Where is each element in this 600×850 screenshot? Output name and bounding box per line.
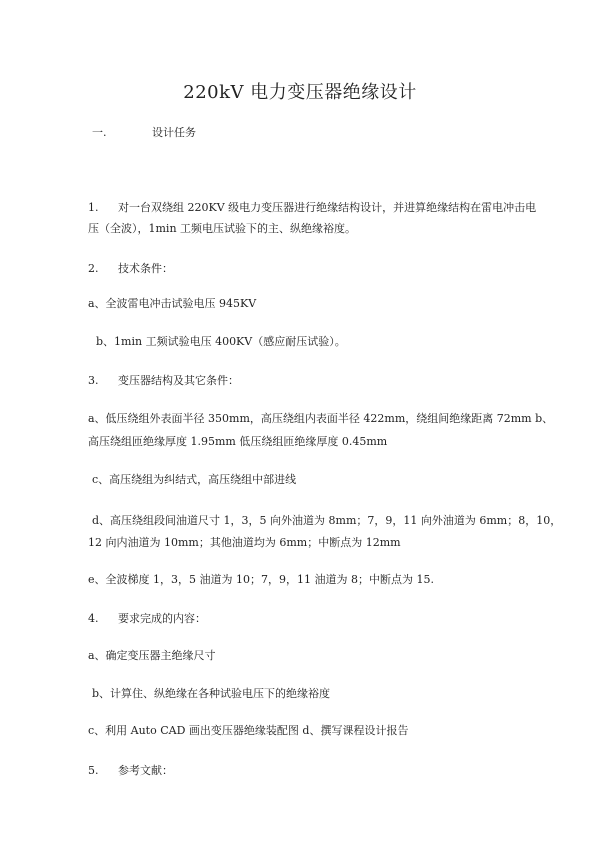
task-b: b、计算住、纵绝缘在各种试验电压下的绝缘裕度: [92, 687, 331, 700]
paragraph-4-title: 要求完成的内容：: [118, 612, 206, 625]
paragraph-2-number: 2.: [88, 262, 99, 275]
paragraph-4-heading: [88, 612, 206, 626]
task-a: a、确定变压器主绝缘尺寸: [88, 649, 216, 662]
paragraph-5-heading: [88, 764, 173, 778]
paragraph-1-line-1: [88, 201, 536, 215]
structure-d-line-2: 12 向内油道为 10mm；其他油道均为 6mm；中断点为 12mm: [88, 536, 401, 549]
paragraph-5-title: 参考文献：: [118, 764, 173, 777]
section-number: 一.: [92, 126, 107, 139]
section-title: 设计任务: [152, 126, 196, 139]
condition-b: b、1min 工频试验电压 400KV（感应耐压试验）。: [96, 335, 346, 348]
paragraph-5-number: 5.: [88, 764, 99, 777]
paragraph-2-heading: [88, 262, 173, 276]
paragraph-4-number: 4.: [88, 612, 99, 625]
paragraph-3-title: 变压器结构及其它条件：: [118, 374, 239, 387]
condition-a: a、全波雷电冲击试验电压 945KV: [88, 297, 257, 310]
task-c: c、利用 Auto CAD 画出变压器绝缘装配图 d、撰写课程设计报告: [88, 724, 409, 737]
structure-a-line-2: 高压绕组匝绝缘厚度 1.95mm 低压绕组匝绝缘厚度 0.45mm: [88, 435, 388, 448]
paragraph-1-line-2: 压（全波），1min 工频电压试验下的主、纵绝缘裕度。: [88, 222, 357, 235]
structure-e: e、全波梯度 1，3，5 油道为 10；7，9，11 油道为 8；中断点为 15.: [88, 573, 434, 586]
structure-a-line-1: a、低压绕组外表面半径 350mm，高压绕组内表面半径 422mm，绕组间绝缘距离 72mm b、: [88, 412, 554, 425]
paragraph-1-number: 1.: [88, 201, 99, 214]
document-title: 220kV 电力变压器绝缘设计: [183, 82, 417, 103]
paragraph-2-title: 技术条件：: [118, 262, 173, 275]
section-heading: [92, 126, 196, 140]
paragraph-3-number: 3.: [88, 374, 99, 387]
structure-d-line-1: d、高压绕组段间油道尺寸 1，3，5 向外油道为 8mm；7，9，11 向外油道为 6mm；8，10，: [92, 514, 562, 527]
structure-c: c、高压绕组为纠结式，高压绕组中部进线: [92, 473, 297, 486]
paragraph-1-text: 对一台双绕组 220KV 级电力变压器进行绝缘结构设计，并进算绝缘结构在雷电冲击电: [118, 201, 537, 214]
paragraph-3-heading: [88, 374, 239, 388]
